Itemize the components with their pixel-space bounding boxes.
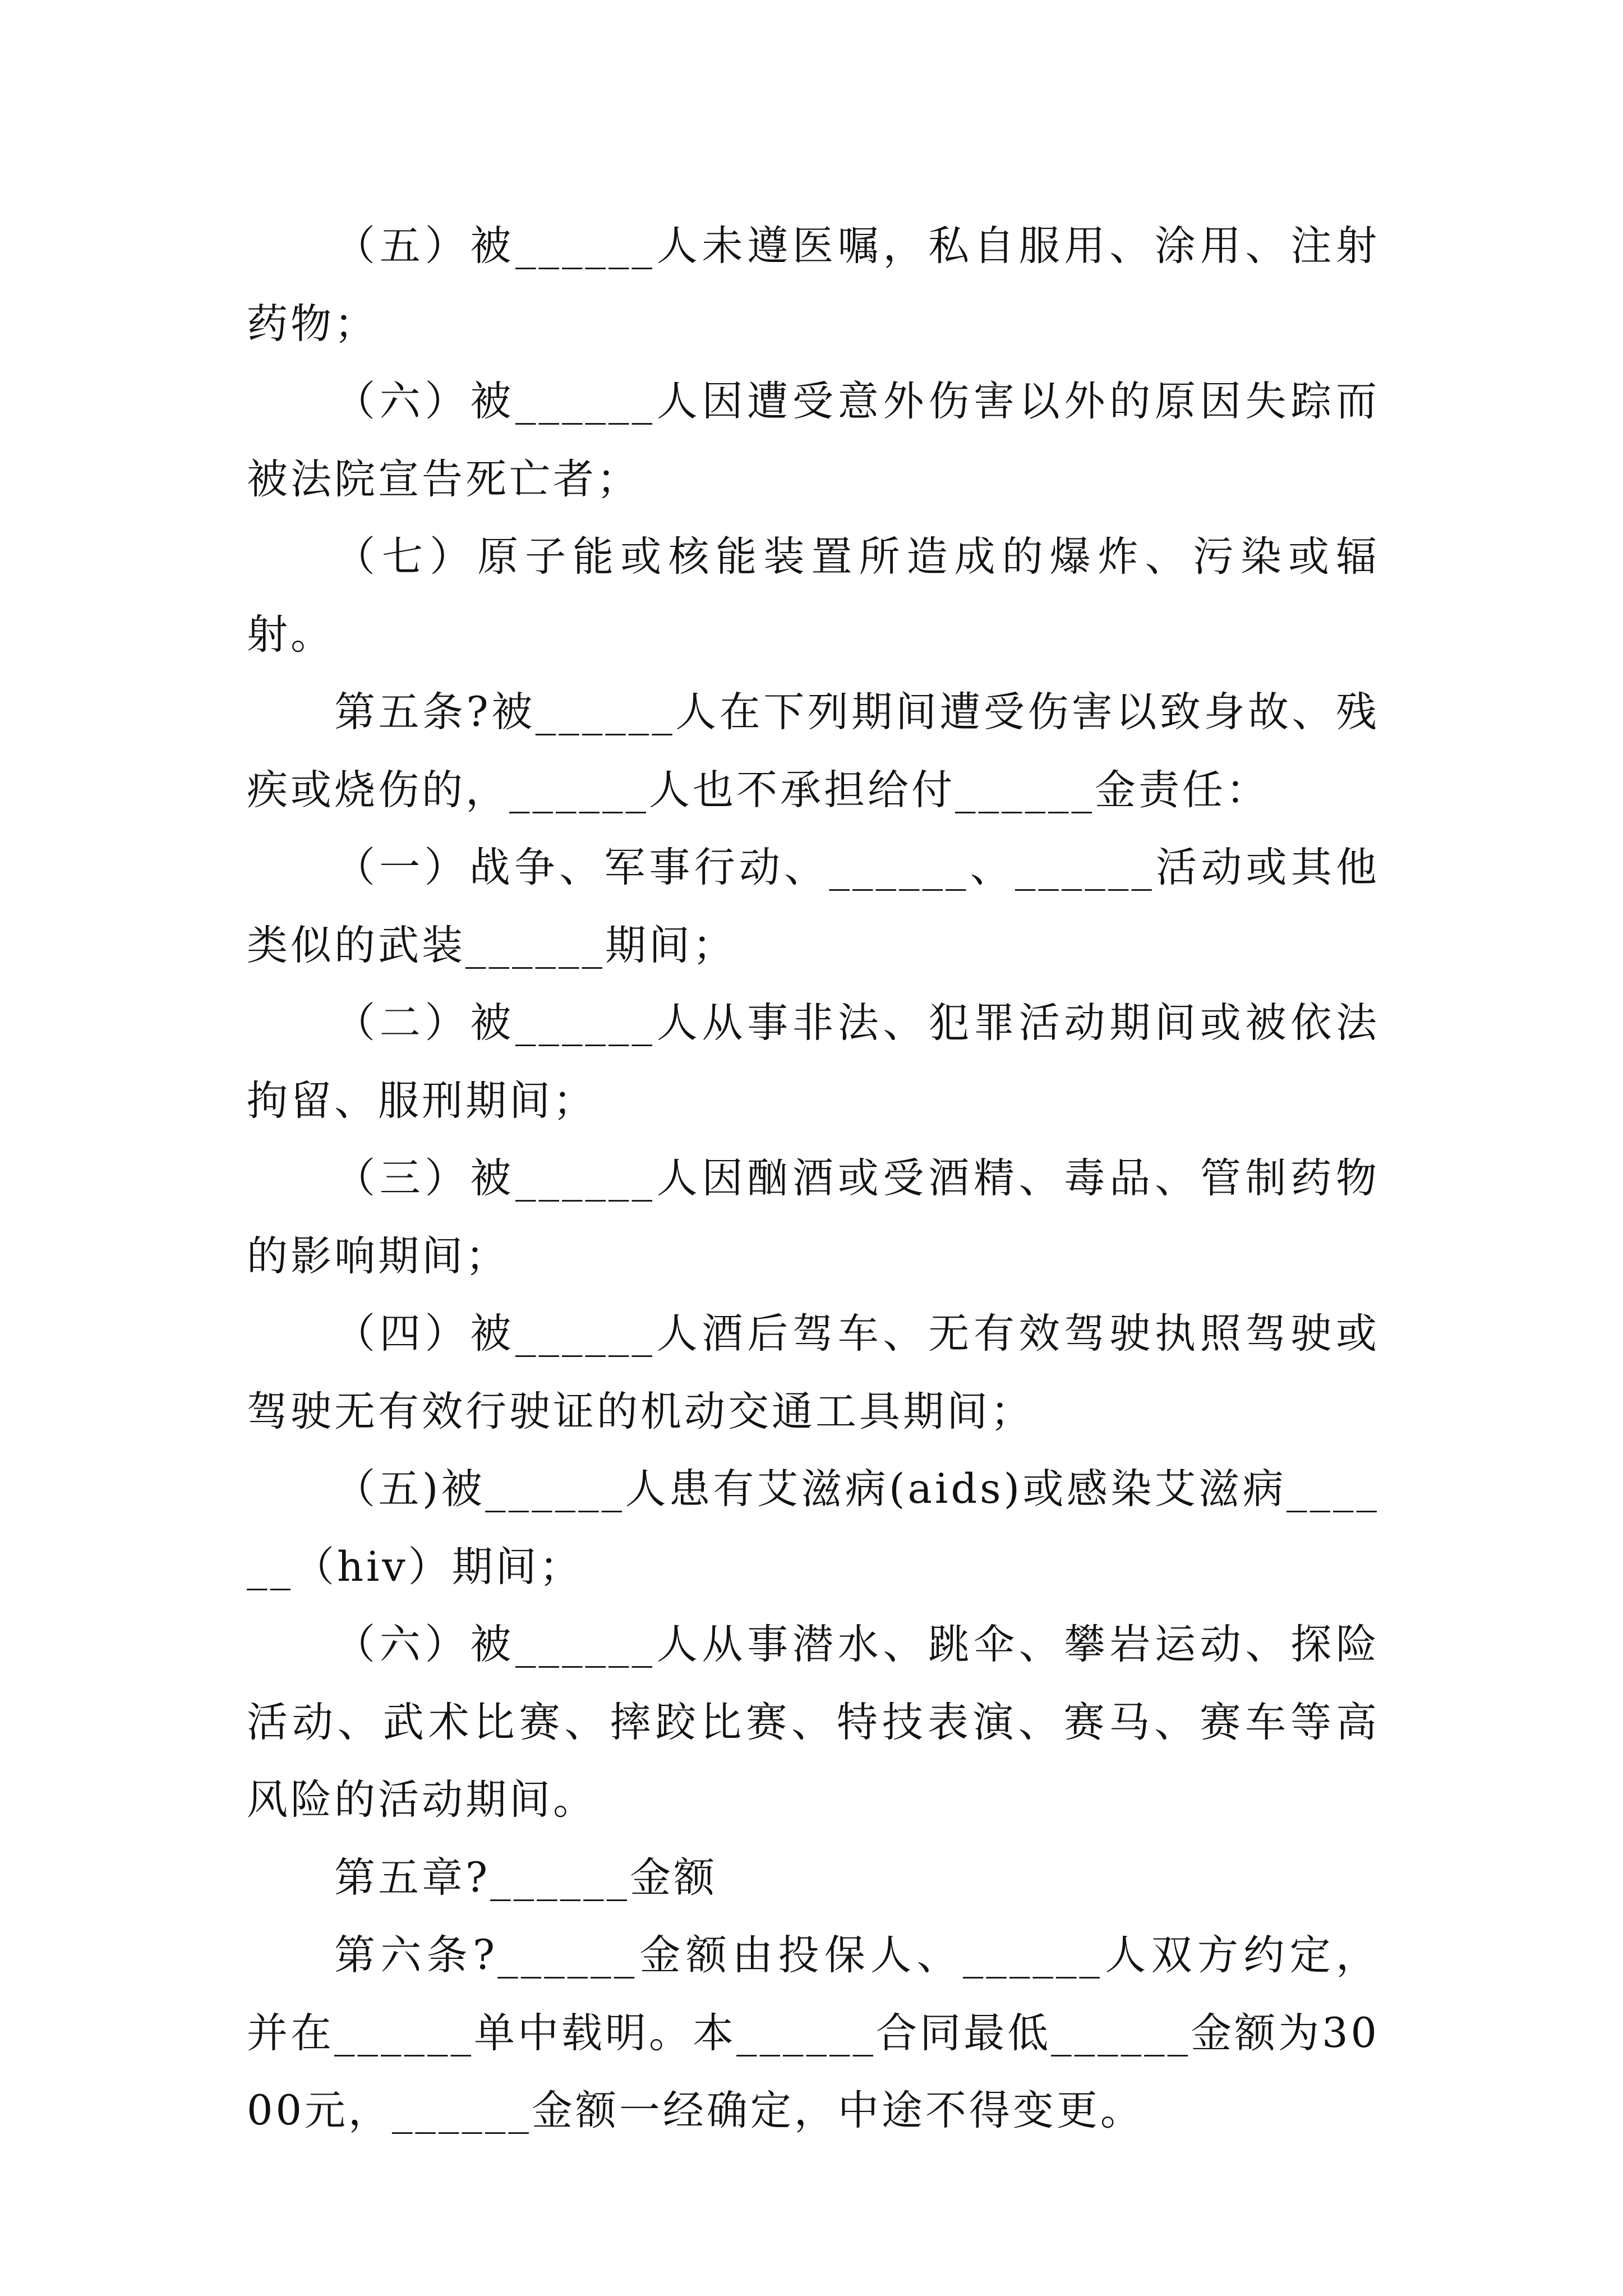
clause-paragraph: （六）被______人因遭受意外伤害以外的原因失踪而被法院宣告死亡者； [247, 378, 1380, 503]
document-body [247, 208, 1380, 2150]
clause-paragraph: （六）被______人从事潜水、跳伞、攀岩运动、探险活动、武术比赛、摔跤比赛、特技表演、赛马、赛车等高风险的活动期间。 [247, 1621, 1380, 1824]
clause-paragraph: （五）被______人未遵医嘱，私自服用、涂用、注射药物； [247, 222, 1380, 348]
clause-paragraph: （一）战争、军事行动、______、______活动或其他类似的武装______期间； [247, 844, 1380, 969]
clause-paragraph: （五)被______人患有艾滋病(aids)或感染艾滋病______（hiv）期间； [247, 1465, 1380, 1591]
clause-paragraph: （三）被______人因酗酒或受酒精、毒品、管制药物的影响期间； [247, 1154, 1380, 1280]
chapter-heading: 第五章?______金额 [334, 1853, 718, 1902]
clause-paragraph: （七）原子能或核能装置所造成的爆炸、污染或辐射。 [247, 533, 1380, 659]
article-paragraph: 第五条?被______人在下列期间遭受伤害以致身故、残疾或烧伤的，______人也不承担给付______金责任： [247, 688, 1380, 814]
clause-paragraph: （四）被______人酒后驾车、无有效驾驶执照驾驶或驾驶无有效行驶证的机动交通工具期间； [247, 1310, 1380, 1435]
article-paragraph: 第六条?______金额由投保人、______人双方约定，并在______单中载明。本______合同最低______金额为3000元，______金额一经确定，中途不得变更。 [247, 1931, 1380, 2134]
clause-paragraph: （二）被______人从事非法、犯罪活动期间或被依法拘留、服刑期间； [247, 999, 1380, 1125]
